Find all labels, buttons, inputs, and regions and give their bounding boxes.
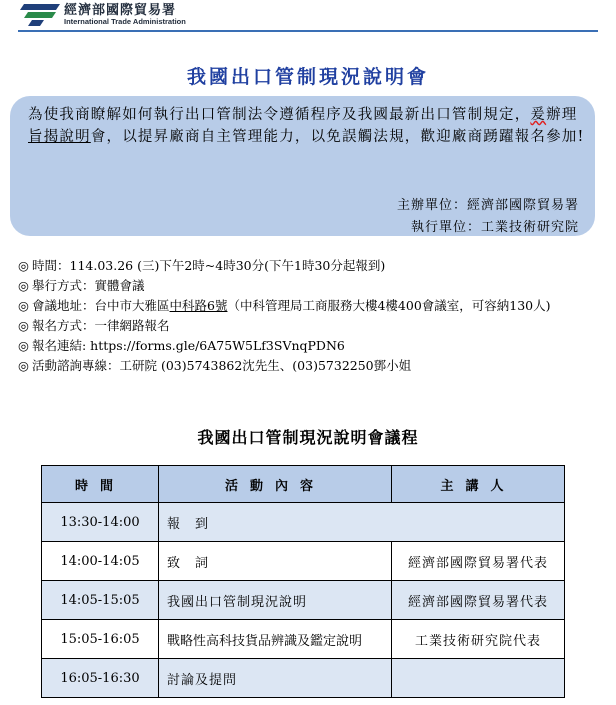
header-speaker: 主講人: [392, 466, 565, 503]
row-activity: 致 詞: [159, 542, 392, 581]
info-contact: [18, 356, 603, 376]
table-row: [42, 581, 565, 620]
header-time: 時間: [42, 466, 159, 503]
row-time: 16:05-16:30: [42, 659, 159, 698]
ita-logo-icon: [20, 4, 60, 26]
page-title: 我國出口管制現況說明會: [186, 66, 429, 88]
intro-text-3: 會，以提昇廠商自主管理能力，以免誤觸法規，歡迎廠商踴躍報名參加!: [90, 129, 585, 145]
info-time-text: 時間：114.03.26 (三)下午2時~4時30分(下午1時30分起報到): [32, 258, 386, 273]
header-activity: 活動內容: [159, 466, 392, 503]
executor: 執行單位：工業技術研究院: [410, 220, 579, 235]
bullet-icon: ◎: [18, 298, 29, 313]
intro-word-underlined: 旨揭說明: [28, 129, 91, 145]
bullet-icon: ◎: [18, 258, 29, 273]
intro-text-2: 辦理: [546, 107, 578, 123]
row-time: 14:00-14:05: [42, 542, 159, 581]
agenda-header-row: [42, 466, 565, 503]
header: [20, 2, 186, 28]
row-speaker: 工業技術研究院代表: [392, 620, 565, 659]
bullet-icon: ◎: [18, 338, 29, 353]
row-time: 13:30-14:00: [42, 503, 159, 542]
info-contact-text: 活動諮詢專線：工研院 (03)5743862沈先生、(03)5732250鄧小姐: [32, 358, 412, 373]
agenda-title: 我國出口管制現況說明會議程: [197, 428, 419, 447]
signup-link[interactable]: 報名連結: https://forms.gle/6A75W5Lf3SVnqPDN6: [32, 338, 345, 353]
bullet-icon: ◎: [18, 318, 29, 333]
org-name: 經濟部國際貿易署: [64, 3, 177, 19]
info-address: [18, 296, 603, 316]
bullet-icon: ◎: [18, 358, 29, 373]
agenda-table: [41, 465, 565, 698]
info-signup-link[interactable]: [18, 336, 603, 356]
row-speaker: 經濟部國際貿易署代表: [392, 542, 565, 581]
event-info: [18, 256, 603, 376]
info-time: [18, 256, 603, 276]
info-signup-mode-text: 報名方式：一律網路報名: [32, 318, 170, 333]
table-row: [42, 542, 565, 581]
info-mode: [18, 276, 603, 296]
intro-text-1: 為使我商瞭解如何執行出口管制法令遵循程序及我國最新出口管制規定，: [28, 107, 531, 123]
row-speaker: 經濟部國際貿易署代表: [392, 581, 565, 620]
info-mode-text: 舉行方式：實體會議: [32, 278, 145, 293]
address-prefix: 會議地址：台中市大雅區: [32, 298, 170, 313]
row-time: 14:05-15:05: [42, 581, 159, 620]
address-road: 中科路6號: [169, 298, 228, 313]
row-time: 15:05-16:05: [42, 620, 159, 659]
row-activity: 報 到: [159, 503, 565, 542]
table-row: [42, 620, 565, 659]
table-row: [42, 503, 565, 542]
address-suffix: （中科管理局工商服務大樓4樓400會議室，可容納130人): [227, 298, 551, 313]
row-activity: 我國出口管制現況說明: [159, 581, 392, 620]
row-activity: 戰略性高科技貨品辨識及鑑定說明: [159, 620, 392, 659]
organizer: 主辦單位：經濟部國際貿易署: [396, 198, 579, 213]
bullet-icon: ◎: [18, 278, 29, 293]
row-activity: 討論及提問: [159, 659, 392, 698]
header-divider: [18, 30, 598, 32]
intro-paragraph: [28, 104, 588, 148]
row-speaker: [392, 659, 565, 698]
org-name-en: International Trade Administration: [64, 17, 186, 27]
info-address-text: [32, 296, 603, 316]
intro-word-flagged: 爰: [530, 107, 547, 123]
info-signup-mode: [18, 316, 603, 336]
intro-box: [10, 96, 595, 236]
table-row: [42, 659, 565, 698]
